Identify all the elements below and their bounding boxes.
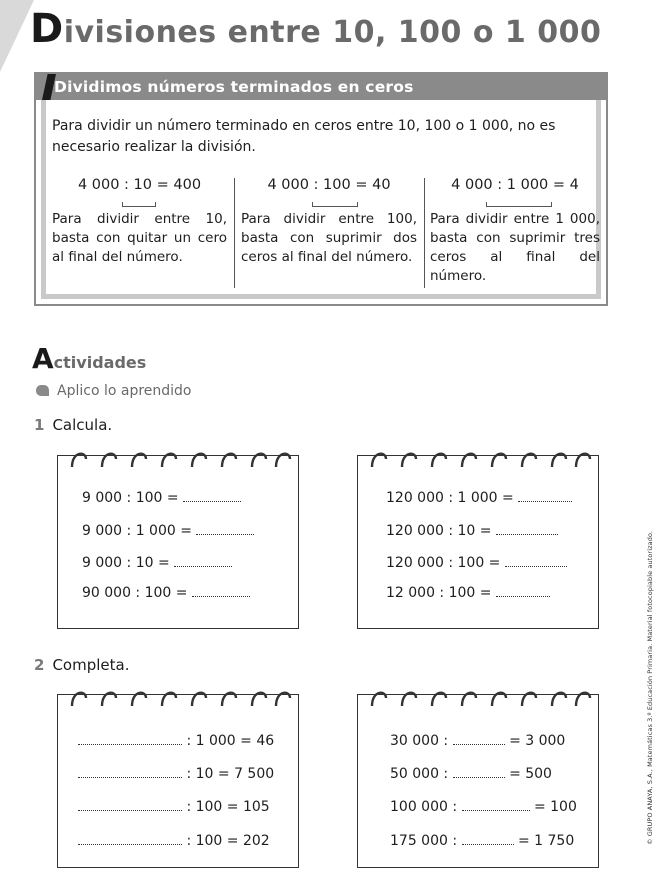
example-3: 4 000 : 1 000 = 4: [451, 177, 579, 193]
complete-item: 175 000 : = 1 750: [390, 833, 575, 849]
rule-3: Para dividir entre 1 000, basta con suprimir tres ceros al final del número.: [430, 211, 600, 284]
theory-heading: Dividimos números terminados en ceros: [36, 74, 606, 100]
calc-item: 120 000 : 10 =: [386, 523, 558, 539]
calc-item: 12 000 : 100 =: [386, 585, 550, 601]
answer-blank[interactable]: [78, 743, 182, 745]
calc-item: 9 000 : 1 000 =: [82, 523, 254, 539]
calc-item: 9 000 : 10 =: [82, 555, 232, 571]
activities-subtitle: Aplico lo aprendido: [36, 383, 192, 399]
bullet-icon: [36, 385, 49, 396]
answer-blank[interactable]: [453, 776, 505, 778]
answer-blank[interactable]: [518, 500, 572, 502]
zero-bracket: [312, 202, 358, 207]
answer-blank[interactable]: [196, 533, 254, 535]
corner-decoration: [0, 0, 34, 72]
complete-item: : 10 = 7 500: [78, 766, 274, 782]
column-divider: [424, 178, 425, 288]
complete-item: 100 000 : = 100: [390, 799, 577, 815]
copyright-notice: © GRUPO ANAYA, S.A., Matemáticas 3.º Educación Primaria. Material fotocopiable autorizado.: [646, 530, 654, 845]
answer-blank[interactable]: [505, 565, 567, 567]
question-1: 1 Calcula.: [34, 416, 113, 434]
answer-blank[interactable]: [78, 809, 182, 811]
answer-blank[interactable]: [496, 533, 558, 535]
theory-intro: Para dividir un número terminado en ceros entre 10, 100 o 1 000, no es necesario realizar la división.: [52, 118, 556, 155]
answer-blank[interactable]: [453, 743, 505, 745]
complete-item: 50 000 : = 500: [390, 766, 552, 782]
example-2: 4 000 : 100 = 40: [267, 177, 391, 193]
calc-item: 120 000 : 100 =: [386, 555, 567, 571]
answer-blank[interactable]: [496, 595, 550, 597]
spiral-rings-icon: [66, 445, 306, 475]
column-divider: [234, 178, 235, 288]
question-2: 2 Completa.: [34, 656, 130, 674]
complete-card-left: [57, 694, 299, 868]
calc-item: 90 000 : 100 =: [82, 585, 250, 601]
complete-item: : 1 000 = 46: [78, 733, 274, 749]
calc-item: 120 000 : 1 000 =: [386, 490, 572, 506]
zero-bracket: [122, 202, 156, 207]
complete-item: : 100 = 202: [78, 833, 270, 849]
answer-blank[interactable]: [183, 500, 241, 502]
answer-blank[interactable]: [192, 595, 250, 597]
answer-blank[interactable]: [78, 776, 182, 778]
theory-column-1: [52, 174, 227, 286]
theory-box: [34, 72, 608, 306]
complete-card-right: [357, 694, 599, 868]
calc-card-left: [57, 455, 299, 629]
calc-card-right: [357, 455, 599, 629]
theory-column-2: [241, 174, 417, 286]
activities-title: Actividades: [32, 342, 147, 375]
answer-blank[interactable]: [462, 809, 530, 811]
spiral-rings-icon: [366, 684, 606, 714]
answer-blank[interactable]: [462, 843, 514, 845]
spiral-rings-icon: [66, 684, 306, 714]
complete-item: : 100 = 105: [78, 799, 270, 815]
zero-bracket: [486, 202, 552, 207]
example-1: 4 000 : 10 = 400: [77, 177, 202, 193]
answer-blank[interactable]: [78, 843, 182, 845]
rule-1: Para dividir entre 10, basta con quitar un cero al final del número.: [52, 211, 227, 265]
complete-item: 30 000 : = 3 000: [390, 733, 566, 749]
theory-column-3: [430, 174, 600, 286]
spiral-rings-icon: [366, 445, 606, 475]
rule-2: Para dividir entre 100, basta con suprimir dos ceros al final del número.: [241, 211, 417, 265]
page-title: Divisiones entre 10, 100 o 1 000: [30, 6, 602, 52]
calc-item: 9 000 : 100 =: [82, 490, 241, 506]
answer-blank[interactable]: [174, 565, 232, 567]
